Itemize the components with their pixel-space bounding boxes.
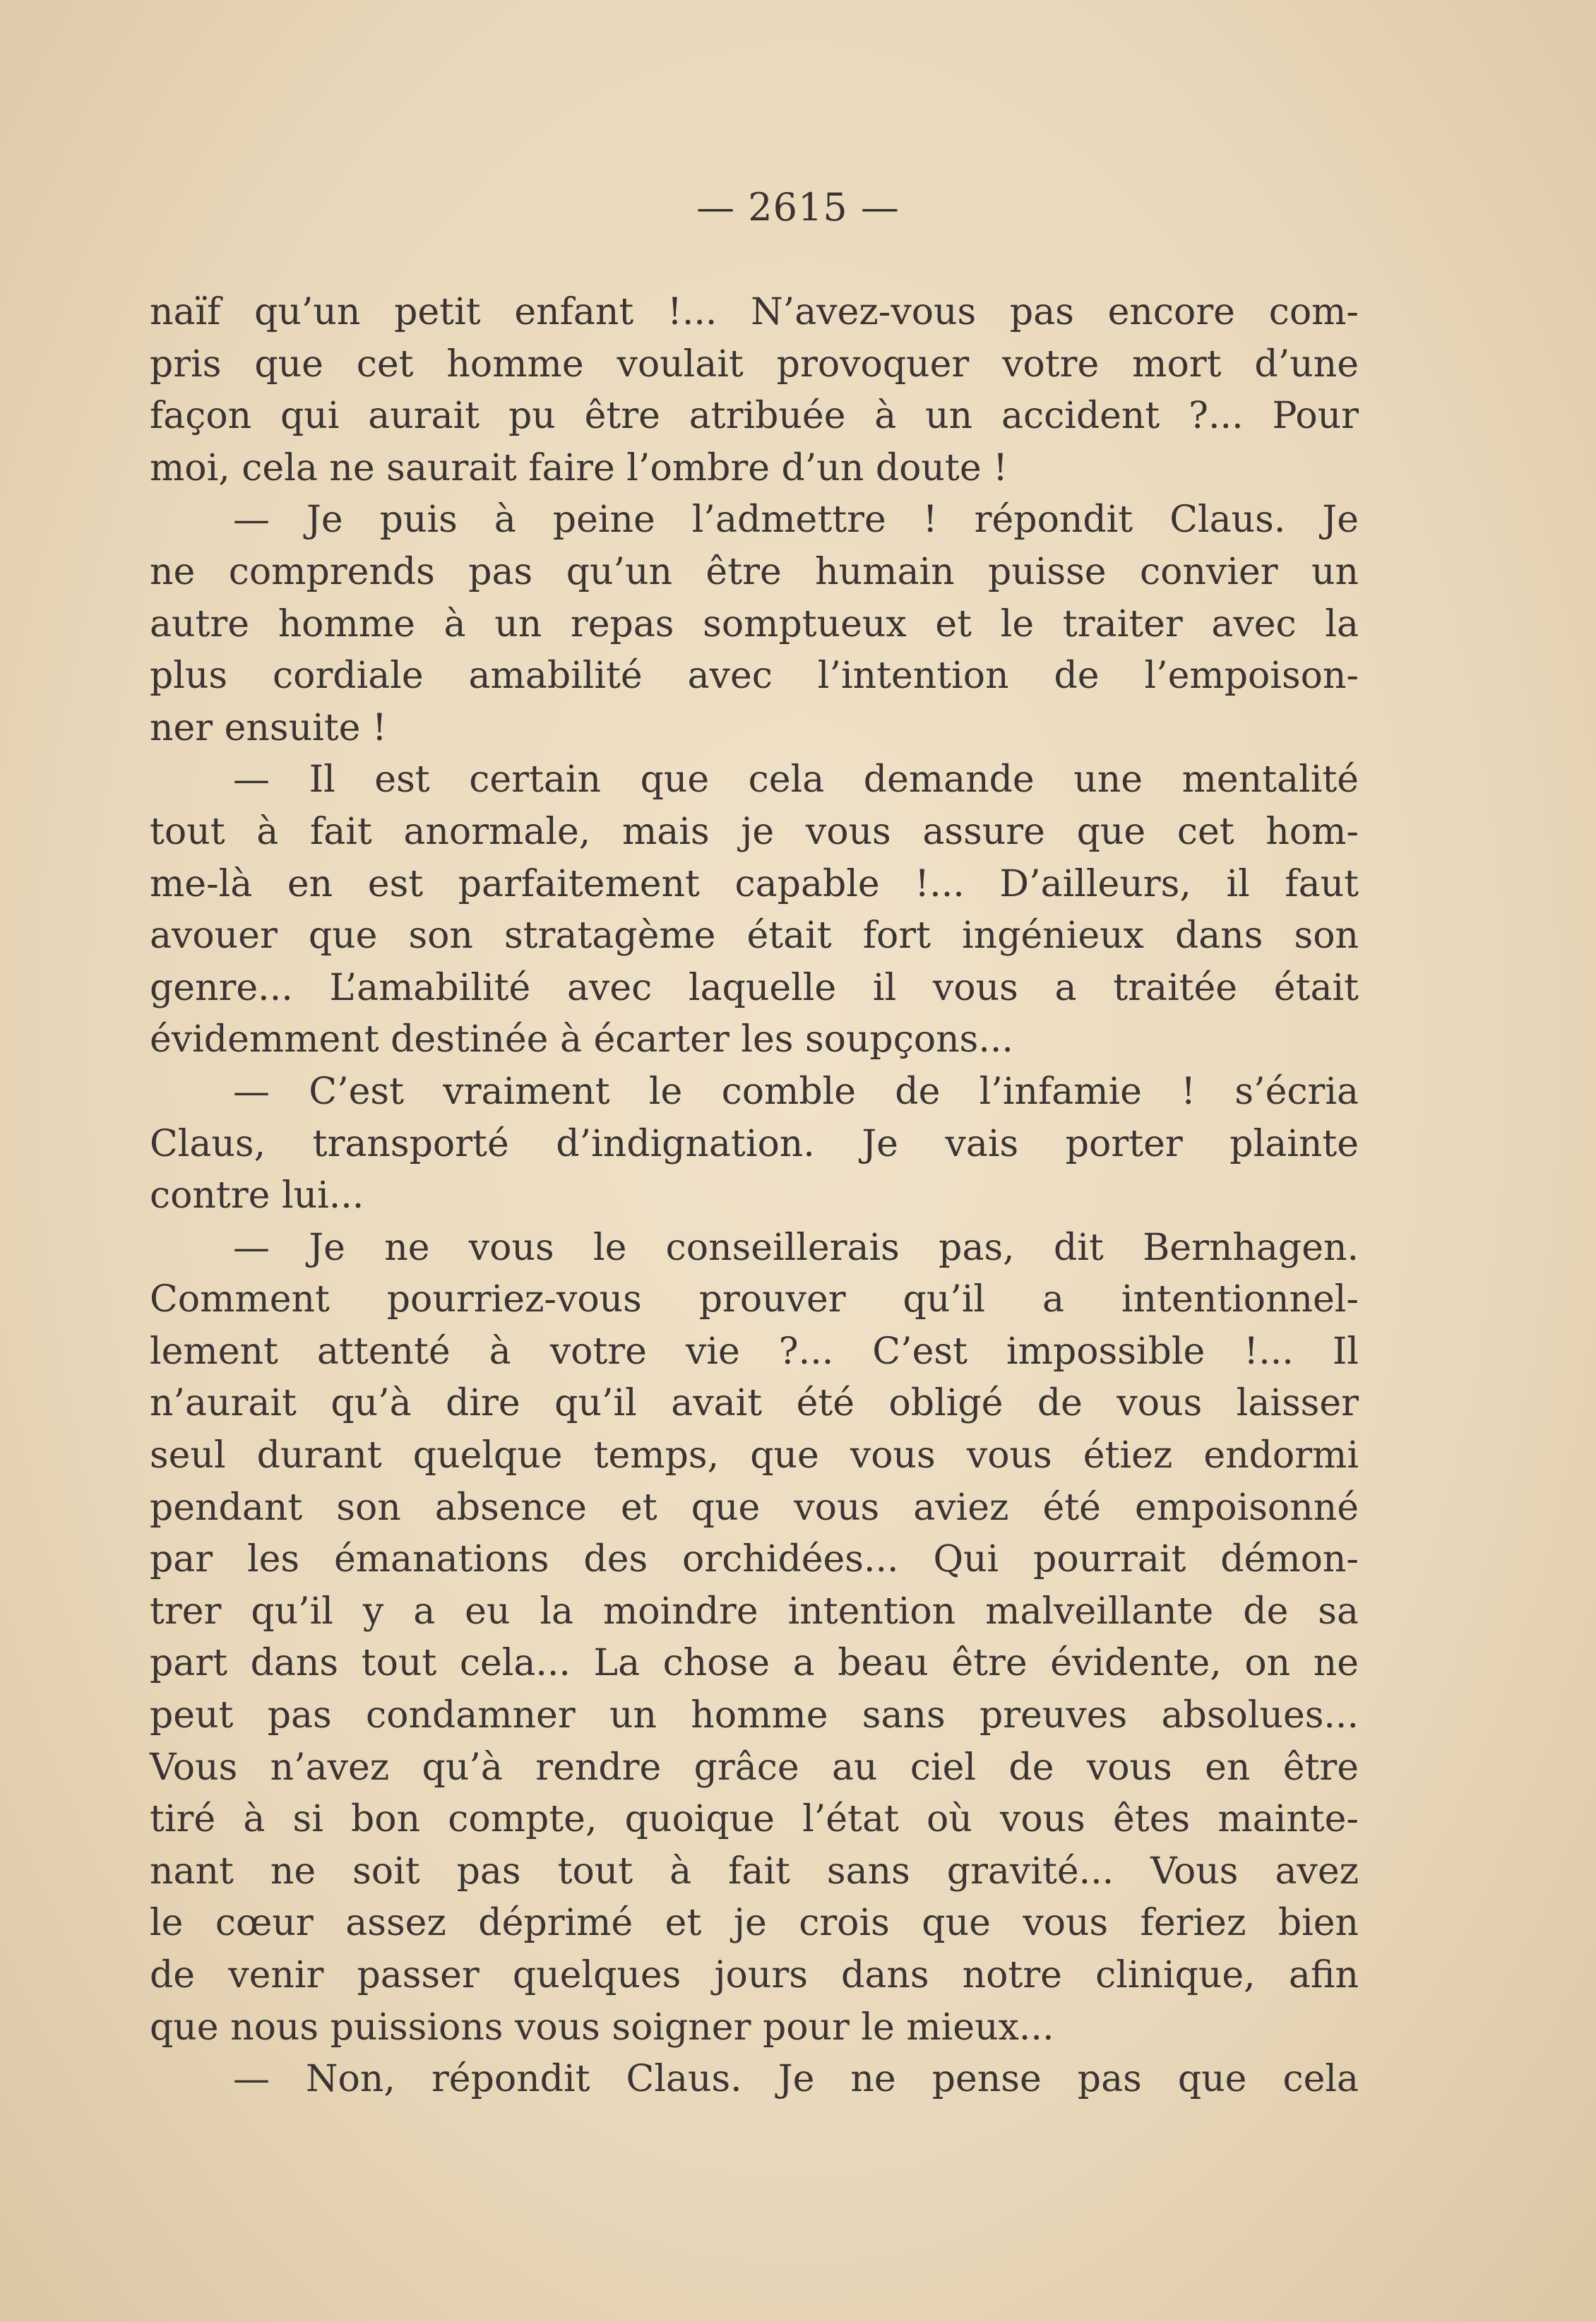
text-line: seul durant quelque temps, que vous vous étiez endormi: [150, 1434, 1359, 1477]
text-line: pendant son absence et que vous aviez été empoisonné: [150, 1486, 1359, 1529]
text-line: avouer que son stratagème était fort ingénieux dans son: [150, 915, 1359, 958]
text-line: Vous n’avez qu’à rendre grâce au ciel de vous en être: [150, 1746, 1359, 1789]
text-line: lement attenté à votre vie ?... C’est impossible !... Il: [150, 1330, 1359, 1373]
text-line: — Non, répondit Claus. Je ne pense pas que cela: [233, 2058, 1359, 2101]
text-line: — Il est certain que cela demande une mentalité: [233, 758, 1359, 802]
text-line: trer qu’il y a eu la moindre intention malveillante de sa: [150, 1590, 1359, 1633]
text-line: le cœur assez déprimé et je crois que vous feriez bien: [150, 1902, 1359, 1945]
text-line: nant ne soit pas tout à fait sans gravité... Vous avez: [150, 1850, 1359, 1893]
text-line: autre homme à un repas somptueux et le traiter avec la: [150, 602, 1359, 645]
text-line: me-là en est parfaitement capable !... D’ailleurs, il faut: [150, 862, 1359, 905]
text-line: moi, cela ne saurait faire l’ombre d’un doute !: [150, 446, 1008, 489]
text-line: — Je puis à peine l’admettre ! répondit Claus. Je: [233, 499, 1359, 542]
text-line: ner ensuite !: [150, 706, 387, 749]
text-line: contre lui...: [150, 1174, 364, 1217]
text-line: n’aurait qu’à dire qu’il avait été obligé de vous laisser: [150, 1382, 1359, 1425]
text-line: genre... L’amabilité avec laquelle il vous a traitée était: [150, 966, 1359, 1009]
text-line: par les émanations des orchidées... Qui pourrait démon-: [150, 1538, 1359, 1581]
text-line: plus cordiale amabilité avec l’intention de l’empoison-: [150, 655, 1359, 698]
text-line: part dans tout cela... La chose a beau être évidente, on ne: [150, 1642, 1359, 1685]
text-line: tiré à si bon compte, quoique l’état où vous êtes mainte-: [150, 1798, 1359, 1841]
text-line: — C’est vraiment le comble de l’infamie ! s’écria: [233, 1070, 1359, 1113]
page-number: — 2615 —: [696, 185, 900, 230]
body-text: [150, 287, 1359, 2106]
text-line: Claus, transporté d’indignation. Je vais porter plainte: [150, 1122, 1359, 1165]
text-line: façon qui aurait pu être atribuée à un accident ?... Pour: [150, 395, 1359, 438]
text-line: naïf qu’un petit enfant !... N’avez-vous pas encore com-: [150, 291, 1359, 333]
text-line: tout à fait anormale, mais je vous assure que cet hom-: [150, 810, 1359, 853]
text-line: — Je ne vous le conseillerais pas, dit Bernhagen.: [233, 1226, 1359, 1269]
text-line: pris que cet homme voulait provoquer votre mort d’une: [150, 343, 1359, 386]
text-line: Comment pourriez-vous prouver qu’il a intentionnel-: [150, 1278, 1359, 1321]
text-line: peut pas condamner un homme sans preuves absolues...: [150, 1694, 1359, 1737]
text-line: que nous puissions vous soigner pour le mieux...: [150, 2006, 1054, 2049]
text-line: ne comprends pas qu’un être humain puisse convier un: [150, 550, 1359, 593]
text-line: de venir passer quelques jours dans notre clinique, afin: [150, 1954, 1359, 1996]
text-line: évidemment destinée à écarter les soupçons...: [150, 1018, 1013, 1061]
